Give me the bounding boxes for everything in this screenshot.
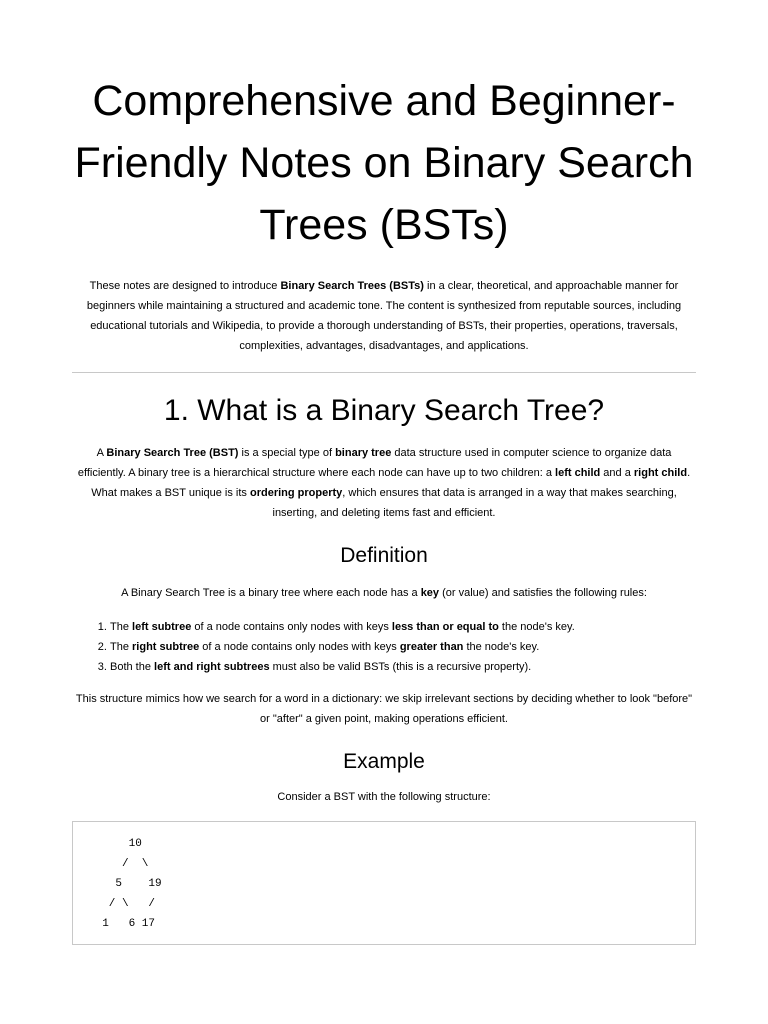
text-run: of a node contains only nodes with keys [191,621,392,633]
text-run: the node's key. [498,621,575,633]
bold-run: right child [633,467,688,479]
text-run: The [110,621,133,633]
page-title: Comprehensive and Beginner-Friendly Notes on Binary Search Trees (BSTs) [74,77,694,249]
dictionary-analogy-paragraph: This structure mimics how we search for a word in a dictionary: we skip irrelevant sections by deciding whether to look "before" or "after" a given point, making operations efficient. [75,693,693,725]
bold-run: key [420,587,440,599]
bold-run: left and right subtrees [154,661,270,673]
text-run: . What makes a BST unique is its [91,467,691,499]
text-run: Both the [110,661,155,673]
section-heading: 1. What is a Binary Search Tree? [163,394,605,427]
bold-run: binary tree [335,447,392,459]
intro-text: in a clear, theoretical, and approachable manner for beginners while maintaining a structured and academic tone. The content is synthesized from reputable sources, including educational tutorials and Wikipedia, to provide a thorough understanding of BSTs, their properties, operations, traversals, complexities, advantages, disadvantages, and applications. [86,280,682,352]
example-intro: Consider a BST with the following structure: [277,791,491,803]
intro-text: These notes are designed to introduce [89,280,281,292]
text-run: , which ensures that data is arranged in a way that makes searching, inserting, and deleting items fast and efficient. [272,487,677,519]
code-block [72,821,696,945]
example-heading: Example [343,750,425,773]
text-run: and a [600,467,634,479]
text-run: of a node contains only nodes with keys [199,641,400,653]
bold-run: ordering property [250,487,343,499]
text-run: (or value) and satisfies the following rules: [439,587,647,599]
bst-ascii-diagram: 10 / \ 5 19 / \ / 1 6 17 [102,838,162,930]
bold-run: less than or equal to [391,621,499,633]
text-run: The [110,641,133,653]
text-run: is a special type of [238,447,336,459]
section-divider [72,372,696,373]
list-item [110,637,696,657]
bst-description-paragraph [72,443,696,523]
definition-intro [72,583,696,603]
text-run: the node's key. [463,641,540,653]
intro-bold: Binary Search Trees (BSTs) [280,280,424,292]
bst-rules-list [72,617,696,677]
text-run: A [96,447,107,459]
text-run: A Binary Search Tree is a binary tree where each node has a [121,587,421,599]
bold-run: left subtree [132,621,192,633]
bold-run: left child [555,467,601,479]
text-run: must also be valid BSTs (this is a recursive property). [269,661,532,673]
intro-paragraph [72,276,696,356]
bold-run: Binary Search Tree (BST) [106,447,239,459]
bold-run: right subtree [132,641,200,653]
bold-run: greater than [399,641,464,653]
definition-heading: Definition [340,544,428,567]
list-item [110,657,696,677]
list-item [110,617,696,637]
text-run: data structure used in computer science to organize data efficiently. A binary tree is a hierarchical structure where each node can have up to two children: a [77,447,672,479]
